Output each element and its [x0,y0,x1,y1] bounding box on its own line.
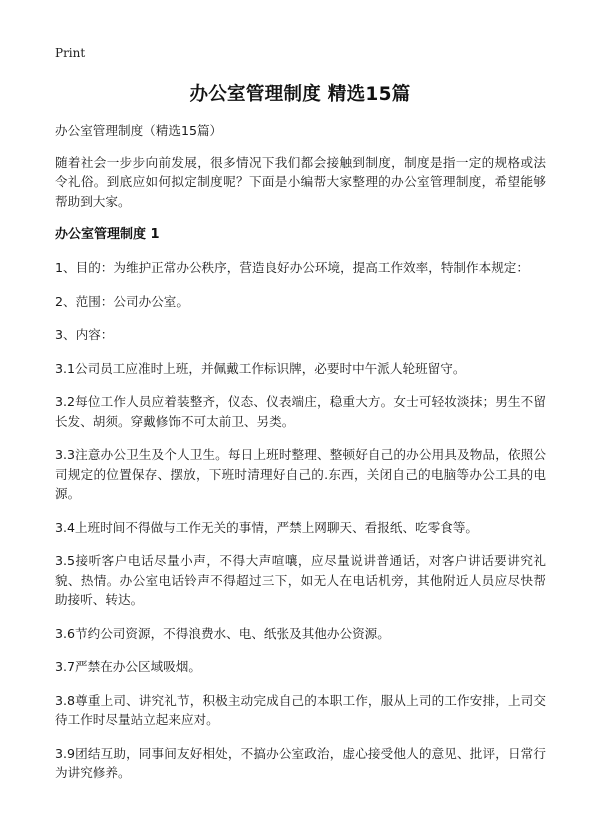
list-item: 3.9团结互助，同事间友好相处，不搞办公室政治，虚心接受他人的意见、批评，日常行为讲究修养。 [55,745,546,780]
list-item: 3.7严禁在办公区域吸烟。 [55,659,201,674]
list-item: 3、内容： [55,327,114,342]
article-body [55,121,546,797]
list-item: 3.3注意办公卫生及个人卫生。每日上班时整理、整顿好自己的办公用具及物品，依照公司规定的位置保存、摆放，下班时清理好自己的.东西，关闭自己的电脑等办公工具的电源。 [55,447,546,501]
list-item: 3.1公司员工应准时上班，并佩戴工作标识牌，必要时中午派人轮班留守。 [55,360,466,376]
list-item: 3.5接听客户电话尽量小声，不得大声喧嚷，应尽量说讲普通话，对客户讲话要讲究礼貌、热情。办公室电话铃声不得超过三下，如无人在电话机旁，其他附近人员应尽快帮助接听、转达。 [55,553,546,607]
page-title: 办公室管理制度 精选15篇 [189,84,411,105]
list-item: 3.2每位工作人员应着装整齐，仪态、仪表端庄，稳重大方。女士可轻妆淡抹；男生不留长发、胡须。穿戴修饰不可太前卫、另类。 [55,394,546,429]
list-item: 3.6节约公司资源，不得浪费水、电、纸张及其他办公资源。 [55,625,390,641]
list-item: 1、目的：为维护正常办公秩序，营造良好办公环境，提高工作效率，特制作本规定： [55,260,529,275]
print-link[interactable]: Print [55,46,86,60]
list-item: 3.8尊重上司、讲究礼节，积极主动完成自己的本职工作，服从上司的工作安排，上司交待工作时尽量站立起来应对。 [55,692,546,727]
list-item: 2、范围：公司办公室。 [55,293,189,309]
article-intro: 随着社会一步步向前发展，很多情况下我们都会接触到制度，制度是指一定的规格或法令礼俗。到底应如何拟定制度呢？下面是小编帮大家整理的办公室管理制度，希望能够帮助到大家。 [55,154,546,209]
article-subtitle: 办公室管理制度（精选15篇） [55,123,223,138]
section-heading: 办公室管理制度 1 [55,227,160,242]
list-item: 3.4上班时间不得做与工作无关的事情，严禁上网聊天、看报纸、吃零食等。 [55,519,479,535]
